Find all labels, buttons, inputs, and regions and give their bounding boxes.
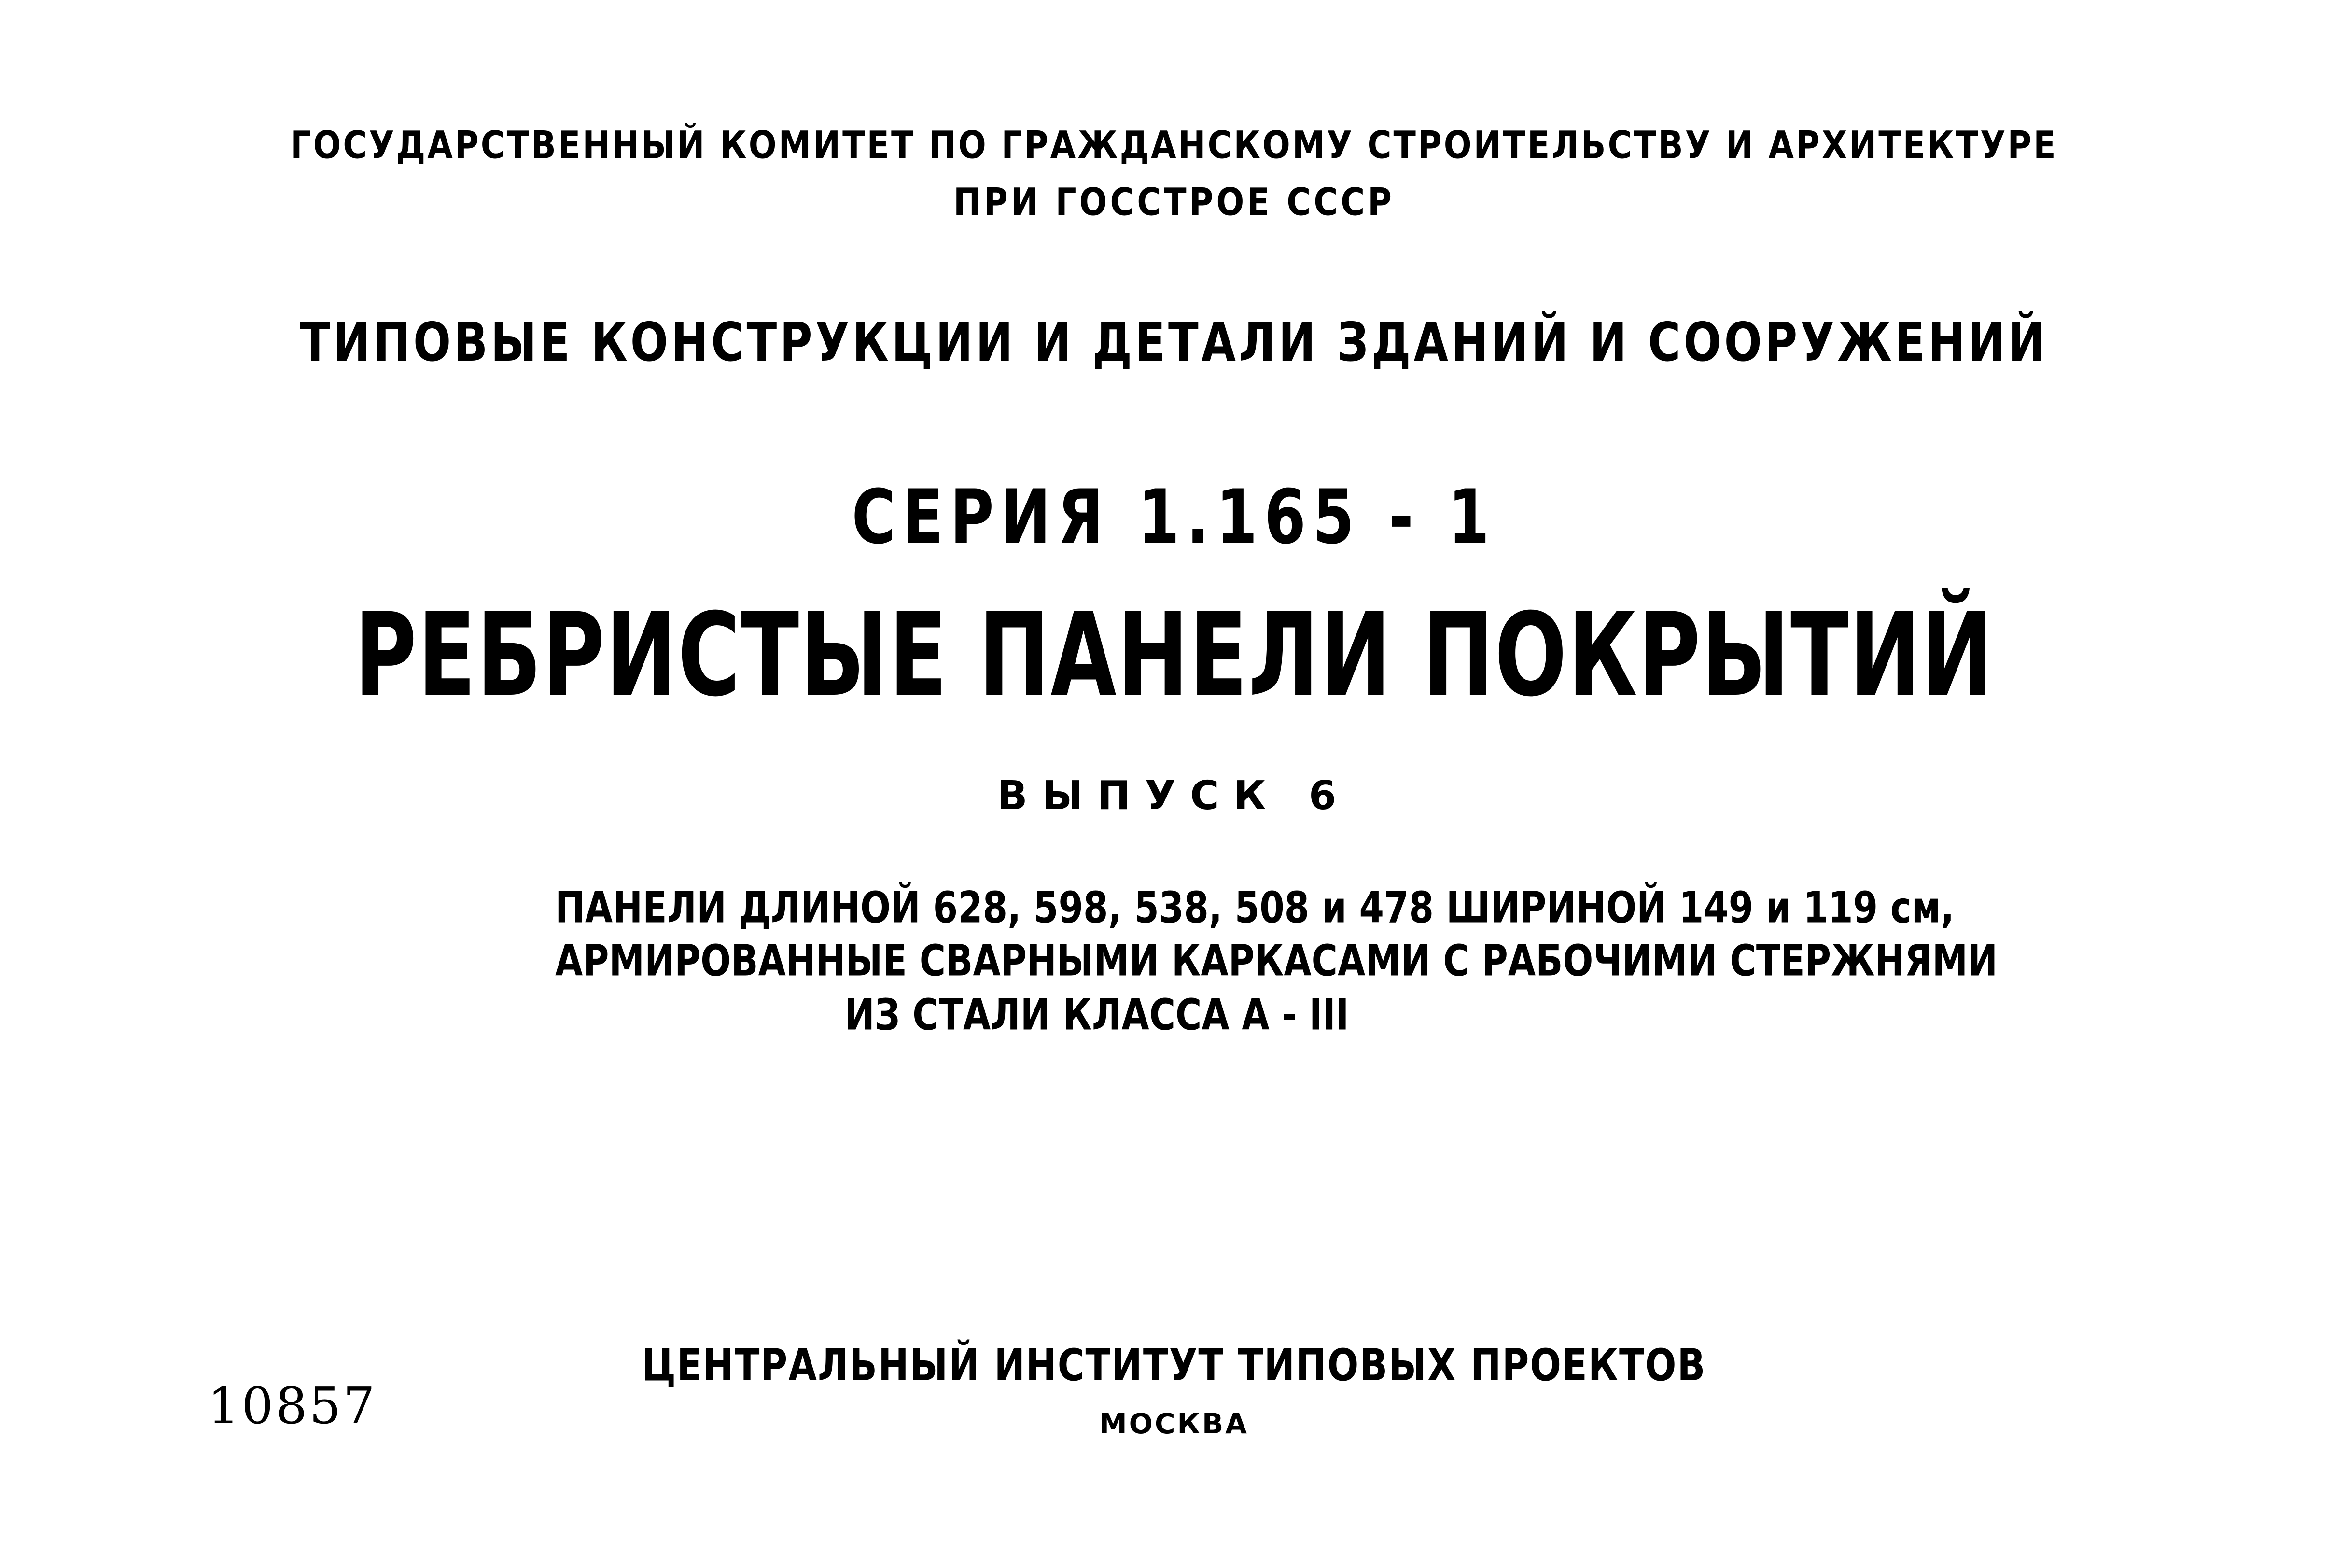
description-line-2: АРМИРОВАННЫЕ СВАРНЫМИ КАРКАСАМИ С РАБОЧИМИ СТЕРЖНЯМИ xyxy=(555,936,1998,986)
issue-number: ВЫПУСК 6 xyxy=(997,773,1351,819)
document-title: РЕБРИСТЫЕ ПАНЕЛИ ПОКРЫТИЙ xyxy=(354,588,1994,722)
city-name: МОСКВА xyxy=(1099,1407,1249,1440)
archive-number: 10857 xyxy=(208,1376,377,1435)
institute-name: ЦЕНТРАЛЬНЫЙ ИНСТИТУТ ТИПОВЫХ ПРОЕКТОВ xyxy=(642,1339,1706,1391)
collection-title: ТИПОВЫЕ КОНСТРУКЦИИ И ДЕТАЛИ ЗДАНИЙ И СООРУЖЕНИЙ xyxy=(300,311,2048,374)
description-line-3: ИЗ СТАЛИ КЛАССА А - III xyxy=(845,990,1349,1040)
series-number: СЕРИЯ 1.165 - 1 xyxy=(852,474,1496,561)
committee-heading: ГОСУДАРСТВЕННЫЙ КОМИТЕТ ПО ГРАЖДАНСКОМУ СТРОИТЕЛЬСТВУ И АРХИТЕКТУРЕ xyxy=(290,124,2058,168)
gosstroy-heading: ПРИ ГОССТРОЕ СССР xyxy=(953,181,1395,224)
description-line-1: ПАНЕЛИ ДЛИНОЙ 628, 598, 538, 508 и 478 ШИРИНОЙ 149 и 119 см, xyxy=(555,882,1955,933)
